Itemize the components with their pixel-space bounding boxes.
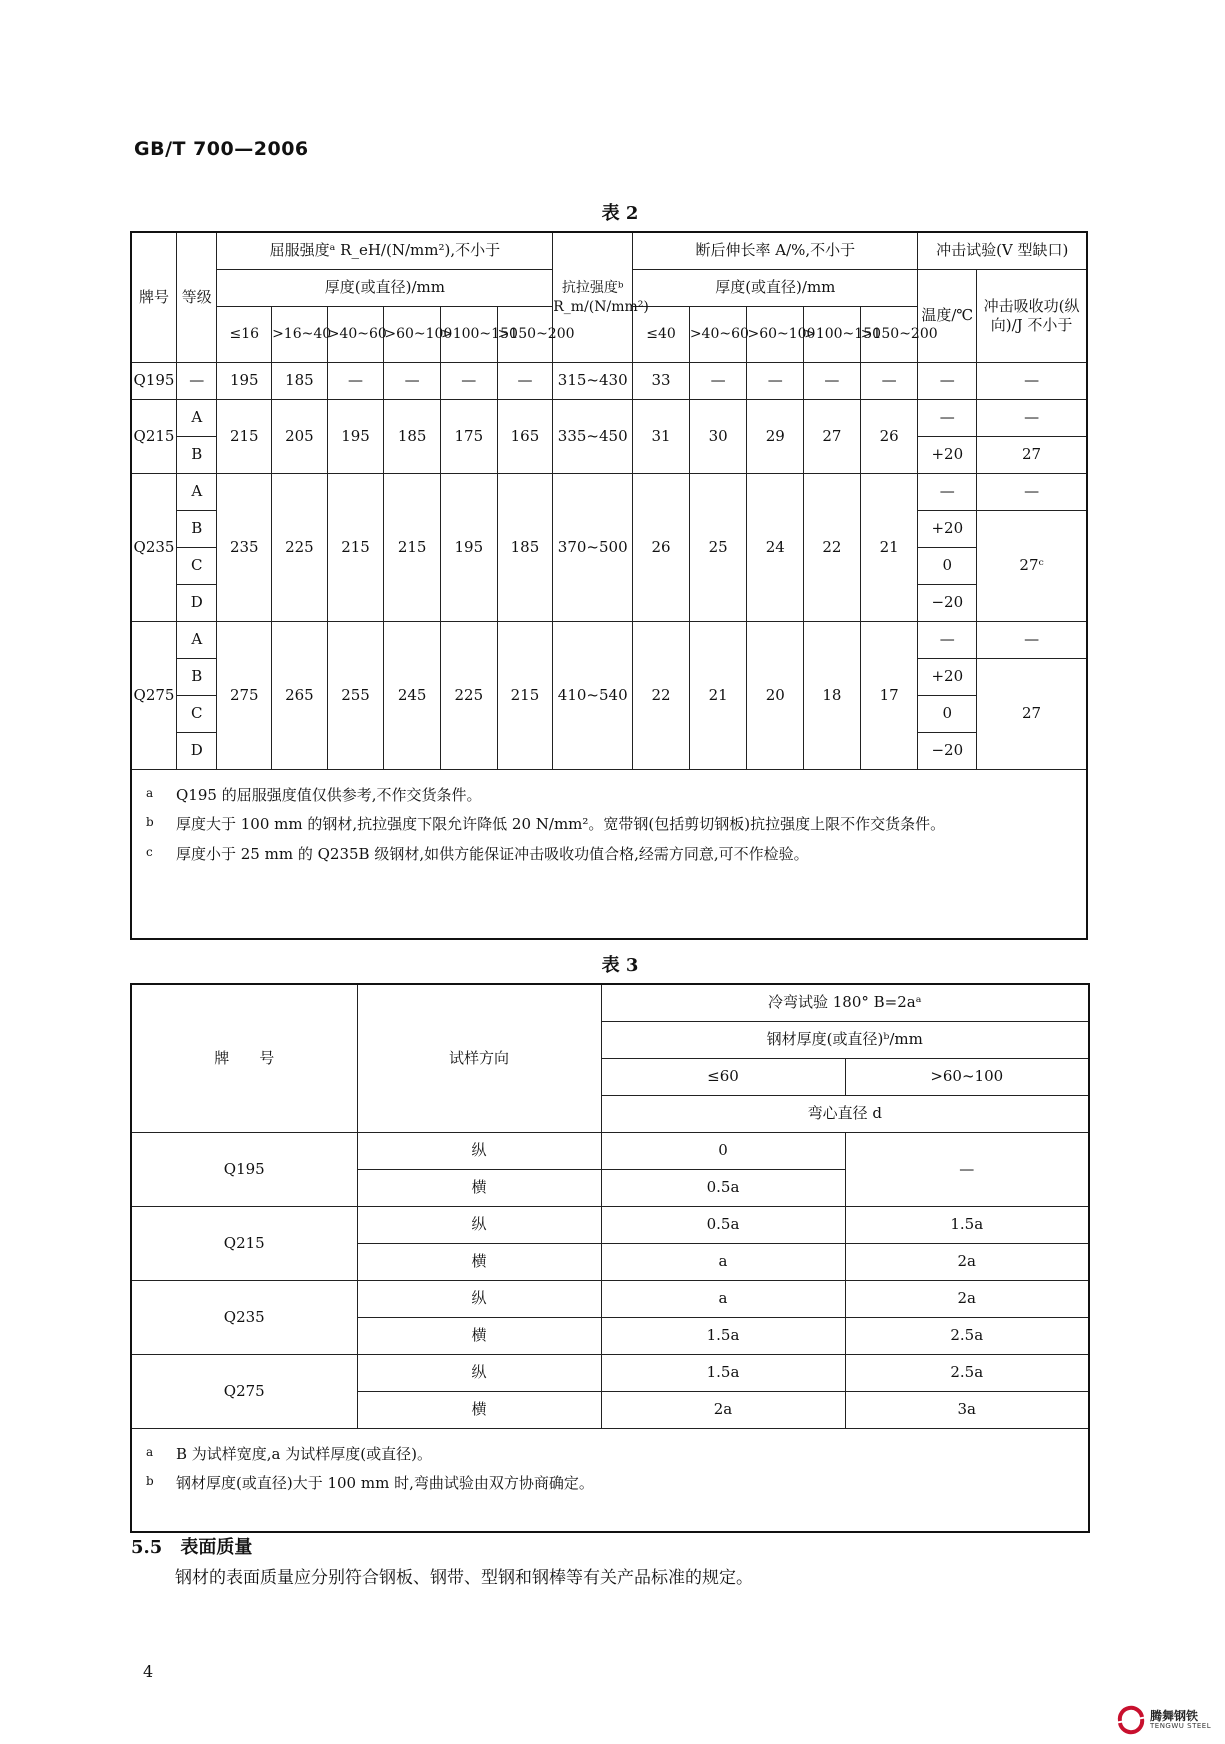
t3-cell: 3a [845,1392,1089,1429]
brand-logo [1116,1700,1224,1740]
t2-cell: 20 [747,622,804,770]
t2-grade: A [177,474,217,511]
t2-cell: — [977,474,1087,511]
t3-cell: a [601,1244,845,1281]
t2-acol: >40~60 [689,307,747,363]
t2-cell: 25 [689,474,747,622]
t3-cell: — [845,1133,1089,1207]
t2-cell: 275 [217,622,272,770]
t2-cell: — [918,474,977,511]
t3-direction: 纵 [357,1281,601,1318]
t2-cell: 265 [272,622,328,770]
section-number: 5.5 [131,1537,163,1558]
t2-cell: 175 [440,400,497,474]
t3-direction: 横 [357,1244,601,1281]
t2-brand: Q195 [131,363,177,400]
t2-cell: 235 [217,474,272,622]
t2-ycol: >150~200 [497,307,553,363]
t2-cell: 21 [689,622,747,770]
t2-cell: 195 [327,400,384,474]
t3-note: b 钢材厚度(或直径)大于 100 mm 时,弯曲试验由双方协商确定。 [146,1474,594,1493]
t3-cell: 1.5a [601,1318,845,1355]
t3-direction: 纵 [357,1355,601,1392]
t2-energy-header: 冲击吸收功(纵向)/J 不小于 [977,270,1087,363]
t2-cell: 335~450 [553,400,633,474]
t3-thickness-header: 钢材厚度(或直径)ᵇ/mm [601,1022,1089,1059]
section-body: 钢材的表面质量应分别符合钢板、钢带、型钢和钢棒等有关产品标准的规定。 [175,1568,753,1588]
t2-cell: 27 [977,659,1087,770]
t3-direction: 横 [357,1318,601,1355]
t2-yield-header: 屈服强度ᵃ R_eH/(N/mm²),不小于 [217,232,553,270]
table3-caption: 表 3 [601,955,639,976]
t2-cell: 0 [918,548,977,585]
t3-brand: Q235 [131,1281,357,1355]
t2-cell: 245 [384,622,441,770]
t2-cell: 195 [217,363,272,400]
t3-brand: Q195 [131,1133,357,1207]
t3-mandrel-header: 弯心直径 d [601,1096,1089,1133]
page-number: 4 [143,1662,154,1681]
t2-cell: 185 [497,474,553,622]
t3-bend-header: 冷弯试验 180° B=2aᵃ [601,984,1089,1022]
t2-cell: 29 [747,400,804,474]
brand-name: 腾舞钢铁 [1150,1708,1199,1723]
t2-cell: 370~500 [553,474,633,622]
t2-grade-header: 等级 [177,232,217,363]
t2-grade: C [177,548,217,585]
t3-footnotes [131,1429,1089,1533]
t2-cell: 30 [689,400,747,474]
t2-cell: — [977,363,1087,400]
t3-cell: 2.5a [845,1318,1089,1355]
t2-ycol: >60~100 [384,307,441,363]
t3-direction-header: 试样方向 [357,984,601,1133]
t2-cell: — [804,363,861,400]
t2-cell: 24 [747,474,804,622]
section-title: 表面质量 [180,1537,253,1558]
t2-cell: — [918,400,977,437]
t2-cell: 27ᶜ [977,511,1087,622]
t2-cell: — [860,363,918,400]
t3-cell: 0.5a [601,1207,845,1244]
t2-cell: — [918,622,977,659]
t3-cell: 2a [601,1392,845,1429]
t3-brand: Q215 [131,1207,357,1281]
t2-elong-header: 断后伸长率 A/%,不小于 [633,232,918,270]
t2-acol: >150~200 [860,307,918,363]
t3-direction: 横 [357,1392,601,1429]
t2-cell: 27 [977,437,1087,474]
t3-cell: 2a [845,1244,1089,1281]
brand-name-en: TENGWU STEEL [1150,1721,1212,1730]
t2-cell: — [977,400,1087,437]
t3-col-60-100: >60~100 [845,1059,1089,1096]
t2-cell: +20 [918,659,977,696]
t2-cell: 195 [440,474,497,622]
t2-footnotes [131,770,1087,940]
t2-note: c 厚度小于 25 mm 的 Q235B 级钢材,如供方能保证冲击吸收功值合格,经需方同意,可不作检验。 [146,844,809,863]
t2-cell: 205 [272,400,328,474]
standard-code: GB/T 700—2006 [134,138,309,160]
t3-direction: 纵 [357,1133,601,1170]
t2-cell: −20 [918,733,977,770]
t2-cell: 22 [804,474,861,622]
t2-cell: 215 [497,622,553,770]
t2-acol: >100~150 [804,307,861,363]
t2-cell: — [440,363,497,400]
t3-direction: 横 [357,1170,601,1207]
t2-cell: 22 [633,622,690,770]
t2-cell: 26 [860,400,918,474]
t2-grade: A [177,622,217,659]
t2-grade: B [177,511,217,548]
t2-cell: 185 [384,400,441,474]
t2-cell: 21 [860,474,918,622]
t2-brand: Q235 [131,474,177,622]
t2-cell: — [918,363,977,400]
t2-ycol: >100~150 [440,307,497,363]
t2-cell: +20 [918,437,977,474]
t2-acol: >60~100 [747,307,804,363]
t3-cell: 2a [845,1281,1089,1318]
t3-note: a B 为试样宽度,a 为试样厚度(或直径)。 [146,1445,432,1463]
t2-cell: — [747,363,804,400]
t2-cell: −20 [918,585,977,622]
table2 [130,231,1088,940]
table2-caption: 表 2 [601,203,639,224]
t2-grade: D [177,733,217,770]
t2-brand-header: 牌号 [131,232,177,363]
t2-ycol: >16~40 [272,307,328,363]
t2-cell: 225 [272,474,328,622]
t2-cell: — [384,363,441,400]
t2-cell: 26 [633,474,690,622]
brand-mark-icon [1116,1705,1146,1735]
t2-cell: 0 [918,696,977,733]
t2-cell: — [497,363,553,400]
t2-temp-header: 温度/℃ [918,270,977,363]
t2-tensile-header: 抗拉强度ᵇ R_m/(N/mm²) [553,232,633,363]
t3-cell: 0 [601,1133,845,1170]
t2-cell: — [689,363,747,400]
t3-cell: 1.5a [601,1355,845,1392]
t3-cell: 0.5a [601,1170,845,1207]
t2-grade: D [177,585,217,622]
t2-cell: — [327,363,384,400]
t2-grade: C [177,696,217,733]
t2-thickness-header-2: 厚度(或直径)/mm [633,270,918,307]
section-heading [131,1533,270,1559]
t2-cell: — [977,622,1087,659]
t3-direction: 纵 [357,1207,601,1244]
t2-grade: — [177,363,217,400]
t2-cell: 215 [384,474,441,622]
t3-cell: 2.5a [845,1355,1089,1392]
t2-impact-header: 冲击试验(V 型缺口) [918,232,1087,270]
t2-cell: 185 [272,363,328,400]
t2-cell: 225 [440,622,497,770]
table3 [130,983,1090,1533]
t3-col-le60: ≤60 [601,1059,845,1096]
t3-cell: a [601,1281,845,1318]
t2-ycol: >40~60 [327,307,384,363]
t2-cell: 17 [860,622,918,770]
t2-acol: ≤40 [633,307,690,363]
t3-brand-header: 牌 号 [131,984,357,1133]
t2-cell: 33 [633,363,690,400]
t3-brand: Q275 [131,1355,357,1429]
t2-note: b 厚度大于 100 mm 的钢材,抗拉强度下限允许降低 20 N/mm²。宽带钢(包括剪切钢板)抗拉强度上限不作交货条件。 [146,815,946,834]
t2-cell: 18 [804,622,861,770]
t2-cell: 215 [327,474,384,622]
t3-cell: 1.5a [845,1207,1089,1244]
t2-cell: 165 [497,400,553,474]
t2-brand: Q275 [131,622,177,770]
t2-cell: 255 [327,622,384,770]
t2-cell: 215 [217,400,272,474]
t2-thickness-header: 厚度(或直径)/mm [217,270,553,307]
t2-note: a Q195 的屈服强度值仅供参考,不作交货条件。 [146,786,482,804]
t2-ycol: ≤16 [217,307,272,363]
t2-grade: B [177,437,217,474]
t2-grade: B [177,659,217,696]
t2-cell: 410~540 [553,622,633,770]
t2-cell: +20 [918,511,977,548]
t2-grade: A [177,400,217,437]
t2-cell: 315~430 [553,363,633,400]
t2-cell: 31 [633,400,690,474]
t2-brand: Q215 [131,400,177,474]
t2-cell: 27 [804,400,861,474]
